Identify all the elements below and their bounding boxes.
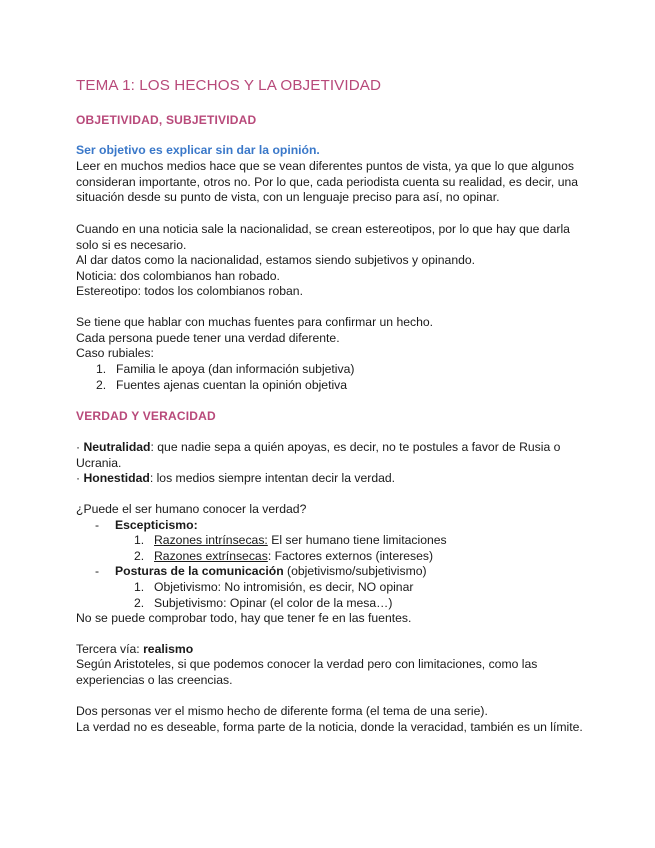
dash: - <box>95 518 100 532</box>
text-line: Cada persona puede tener una verdad diferente. <box>76 330 340 345</box>
neutralidad-cont: Ucrania. <box>76 456 122 470</box>
list-number: 1. <box>134 533 145 547</box>
list-text: Subjetivismo: Opinar (el color de la mesa…) <box>154 596 393 610</box>
list-text: Objetivismo: No intromisión, es decir, NO opinar <box>154 580 414 594</box>
text-line: experiencias o las creencias. <box>76 672 233 687</box>
tercera-via-line <box>76 642 193 658</box>
list-number: 1. <box>96 362 107 376</box>
list-item <box>134 596 392 612</box>
list-item <box>134 580 413 596</box>
text-line: La verdad no es deseable, forma parte de la noticia, donde la veracidad, también es un límite. <box>76 719 583 734</box>
list-item <box>134 549 433 565</box>
list-text: : Factores externos (intereses) <box>267 549 434 563</box>
honestidad-text: : los medios siempre intentan decir la verdad. <box>149 471 396 485</box>
tercera-label: Tercera vía: <box>76 642 144 656</box>
neutralidad-text: : que nadie sepa a quién apoyas, es decir, no te postules a favor de Rusia o <box>150 440 561 454</box>
section-heading-verdad: VERDAD Y VERACIDAD <box>76 409 216 423</box>
paragraph-medios <box>76 159 578 206</box>
text-line: Dos personas ver el mismo hecho de diferente forma (el tema de una serie). <box>76 704 488 718</box>
subheading-ser-objetivo: Ser objetivo es explicar sin dar la opinión. <box>76 143 320 157</box>
term-razones-intrinsecas: Razones intrínsecas: <box>154 533 268 547</box>
honestidad-line <box>76 471 395 487</box>
paragraph-fuentes <box>76 315 433 362</box>
bullet: · <box>76 440 81 454</box>
list-number: 1. <box>134 580 145 594</box>
term-escepticismo: Escepticismo: <box>115 518 198 532</box>
text-line: Estereotipo: todos los colombianos roban. <box>76 284 303 299</box>
term-razones-extrinsecas: Razones extrínsecas <box>154 549 268 563</box>
list-number: 2. <box>134 549 145 563</box>
neutralidad-line <box>76 440 560 456</box>
list-item <box>134 533 447 549</box>
section-heading-objetividad: OBJETIVIDAD, SUBJETIVIDAD <box>76 113 257 127</box>
list-item <box>96 378 347 394</box>
posturas-text: (objetivismo/subjetivismo) <box>283 564 427 578</box>
dash: - <box>95 564 100 578</box>
text-line: Al dar datos como la nacionalidad, estamos siendo subjetivos y opinando. <box>76 253 476 268</box>
text-line: Se tiene que hablar con muchas fuentes para confirmar un hecho. <box>76 315 434 329</box>
term-posturas: Posturas de la comunicación <box>115 564 284 578</box>
question-line: ¿Puede el ser humano conocer la verdad? <box>76 502 307 516</box>
paragraph-nacionalidad <box>76 222 570 300</box>
list-text: Familia le apoya (dan información subjetiva) <box>116 362 355 376</box>
list-text: El ser humano tiene limitaciones <box>267 533 447 547</box>
dash-item-posturas <box>95 564 427 580</box>
list-number: 2. <box>134 596 145 610</box>
list-number: 2. <box>96 378 107 392</box>
term-realismo: realismo <box>143 642 194 656</box>
bullet: · <box>76 471 81 485</box>
paragraph-aristoteles <box>76 657 537 688</box>
text-line: Caso rubiales: <box>76 346 154 361</box>
dash-item-escepticismo <box>95 518 198 534</box>
text-line: Leer en muchos medios hace que se vean diferentes puntos de vista, ya que lo que algunos <box>76 159 574 173</box>
text-line: consideran importante, otros no. Por lo que, cada periodista cuenta su realidad, es decir, una <box>76 174 579 189</box>
text-line: situación desde su punto de vista, con un lenguaje preciso para así, no opinar. <box>76 190 500 205</box>
text-line: Cuando en una noticia sale la nacionalidad, se crean estereotipos, por lo que hay que darla <box>76 222 570 236</box>
text-line: Noticia: dos colombianos han robado. <box>76 268 280 283</box>
document-title: TEMA 1: LOS HECHOS Y LA OBJETIVIDAD <box>76 77 382 94</box>
term-honestidad: Honestidad <box>83 471 150 485</box>
paragraph-final <box>76 704 583 735</box>
term-neutralidad: Neutralidad <box>83 440 151 454</box>
text-line: solo si es necesario. <box>76 237 187 252</box>
text-line: Según Aristoteles, si que podemos conocer la verdad pero con limitaciones, como las <box>76 657 538 671</box>
list-text: Fuentes ajenas cuentan la opinión objetiva <box>116 378 348 392</box>
no-se-puede-line: No se puede comprobar todo, hay que tener fe en las fuentes. <box>76 611 412 625</box>
list-item <box>96 362 354 378</box>
